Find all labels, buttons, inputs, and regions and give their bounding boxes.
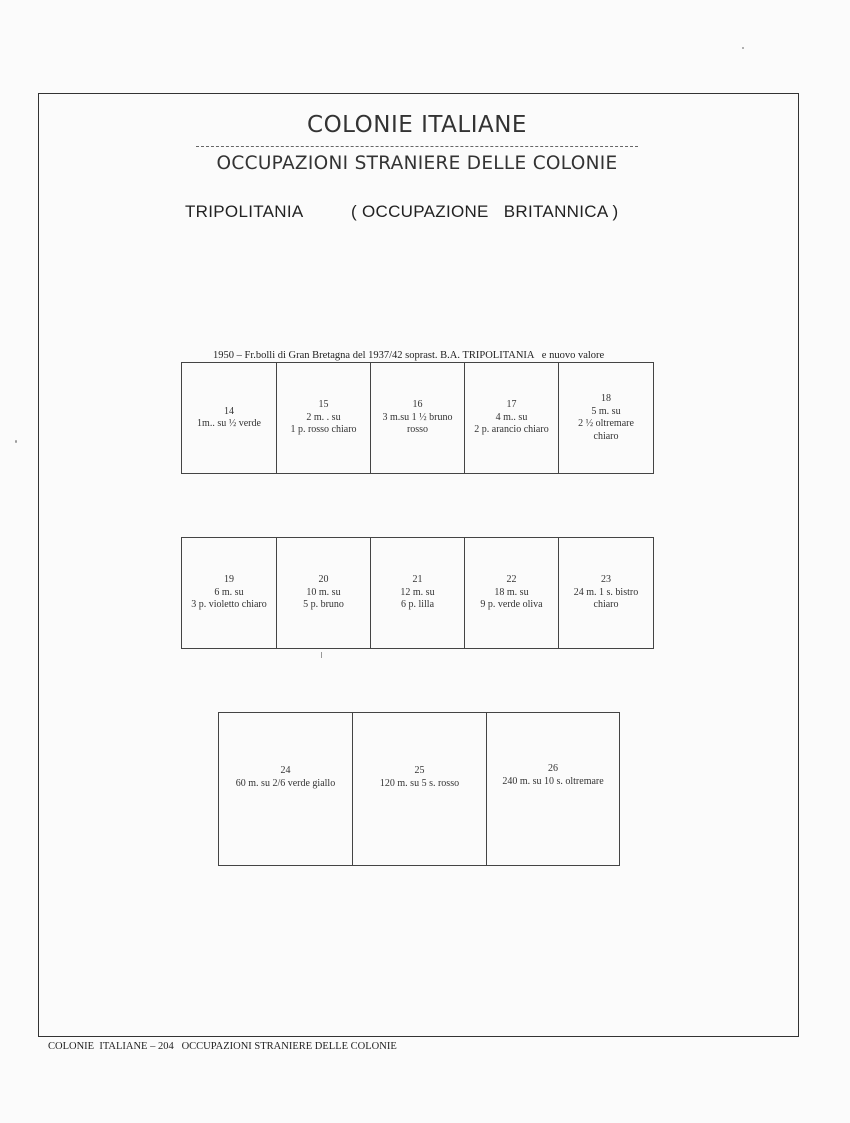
stamp-description: chiaro: [593, 430, 619, 442]
stamp-description: 120 m. su 5 s. rosso: [379, 777, 460, 789]
stamp-box: [370, 362, 465, 474]
stamp-description: 9 p. verde oliva: [480, 599, 543, 611]
stamp-number: 14: [224, 405, 234, 417]
stamp-box: [352, 712, 487, 866]
stamp-number: 18: [601, 393, 611, 404]
stamp-number: 25: [414, 765, 425, 776]
stamp-number: 20: [318, 574, 329, 586]
stamp-description: 12 m. su: [400, 586, 435, 598]
stamp-box: [558, 362, 654, 474]
stamp-box: [181, 537, 277, 649]
section-country: TRIPOLITANIA: [185, 202, 304, 221]
stamp-box: [464, 362, 559, 474]
stamp-row-3: [218, 712, 619, 866]
stamp-box: [558, 537, 654, 649]
stamp-description: 2 ½ oltremare: [578, 418, 634, 429]
stamp-number: 17: [506, 399, 517, 411]
stamp-number: 16: [412, 399, 423, 411]
stamp-description: 1 p. rosso chiaro: [290, 424, 357, 436]
stamp-number: 26: [548, 763, 558, 774]
page-subtitle: OCCUPAZIONI STRANIERE DELLE COLONIE: [216, 153, 618, 174]
stamp-description: 4 m.. su: [495, 411, 528, 423]
page-footer: COLONIE ITALIANE – 204 OCCUPAZIONI STRANIERE DELLE COLONIE: [48, 1041, 397, 1052]
stamp-description: 6 m. su: [214, 586, 244, 598]
stamp-number: 24: [280, 765, 291, 776]
stamp-number: 21: [412, 574, 423, 586]
stamp-box: [218, 712, 353, 866]
stamp-row-1: [181, 362, 653, 474]
stamp-box: [181, 362, 277, 474]
stamp-description: 5 p. bruno: [303, 599, 344, 611]
stamp-box: [276, 537, 371, 649]
stamp-description: 6 p. lilla: [400, 599, 435, 611]
stamp-description: 3 p. violetto chiaro: [191, 599, 267, 611]
stamp-description: chiaro: [593, 599, 619, 611]
paper-speck: [15, 440, 17, 443]
stamp-number: 19: [224, 574, 234, 586]
stamp-number: 23: [601, 574, 611, 586]
stamp-box: [486, 712, 620, 866]
page-title: COLONIE ITALIANE: [307, 112, 527, 138]
paper-speck: [321, 652, 322, 658]
title-divider: [196, 146, 638, 147]
stamp-description: 2 p. arancio chiaro: [474, 424, 549, 436]
issue-description: 1950 – Fr.bolli di Gran Bretagna del 1937/42 soprast. B.A. TRIPOLITANIA e nuovo valore: [213, 350, 605, 361]
paper-speck: [742, 47, 744, 49]
stamp-description: 2 m. . su: [306, 411, 341, 423]
stamp-description: 1m.. su ½ verde: [197, 418, 261, 429]
stamp-description: 240 m. su 10 s. oltremare: [502, 775, 604, 787]
stamp-description: 10 m. su: [306, 586, 341, 598]
stamp-description: 3 m.su 1 ½ bruno: [382, 411, 453, 423]
stamp-description: 24 m. 1 s. bistro: [573, 586, 639, 598]
section-occupation: ( OCCUPAZIONE BRITANNICA ): [351, 202, 619, 221]
stamp-box: [464, 537, 559, 649]
stamp-description: 5 m. su: [591, 405, 621, 417]
stamp-description: rosso: [406, 424, 429, 436]
stamp-number: 22: [506, 574, 517, 586]
stamp-description: 60 m. su 2/6 verde giallo: [235, 777, 336, 789]
stamp-description: 18 m. su: [494, 586, 529, 598]
stamp-box: [276, 362, 371, 474]
stamp-row-2: [181, 537, 653, 649]
stamp-box: [370, 537, 465, 649]
stamp-number: 15: [318, 399, 329, 411]
